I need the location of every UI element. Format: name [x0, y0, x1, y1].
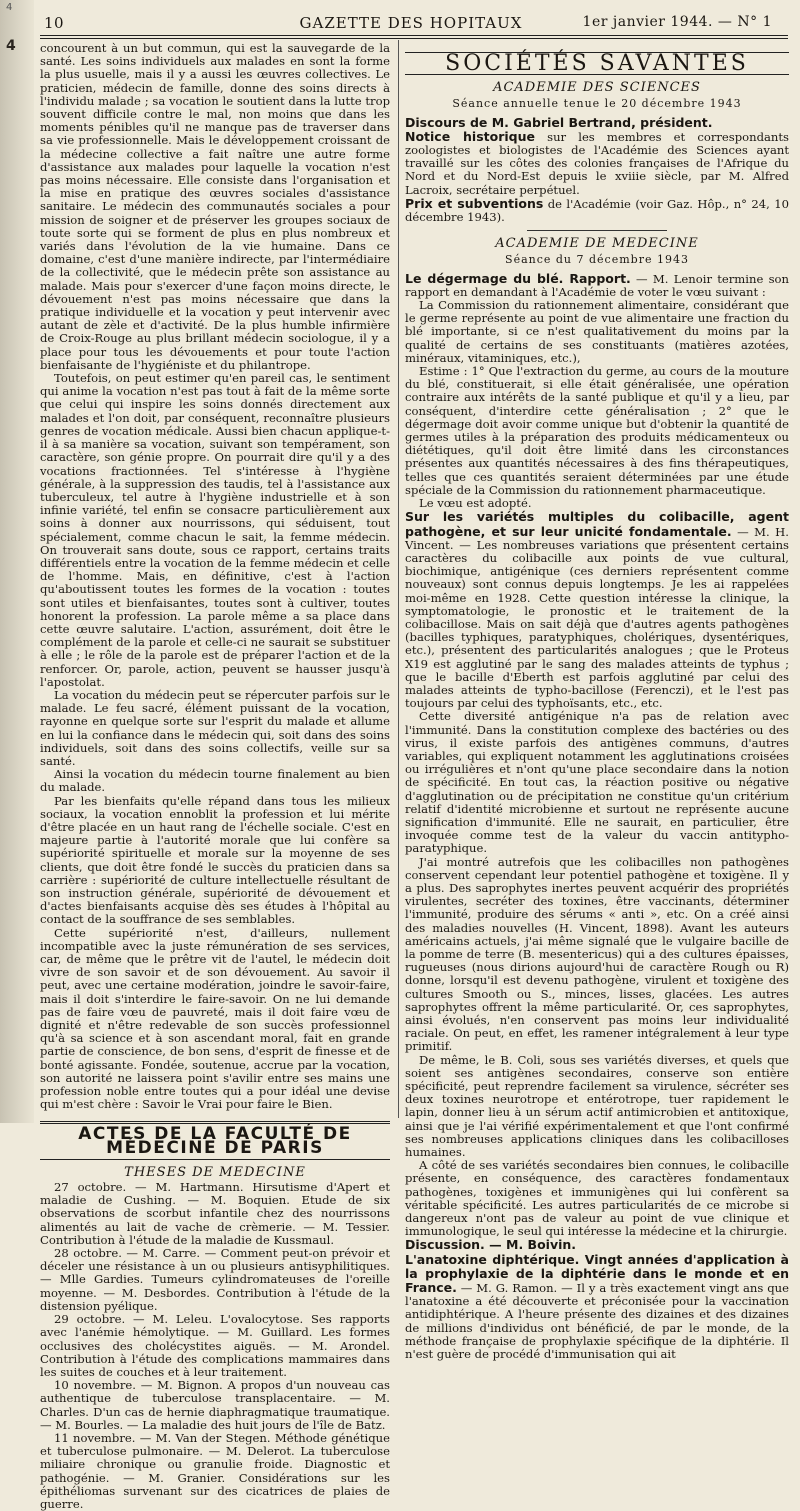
page-header: [36, 6, 786, 34]
anatoxine: [405, 1253, 789, 1362]
degermage: [405, 272, 789, 299]
notice: [405, 130, 789, 197]
seance-medecine: Séance du 7 décembre 1943: [505, 253, 689, 267]
article-paragraph: Cette supériorité n'est, d'ailleurs, nullement incompatible avec la juste rémunération de ses services, car, de même que le prêtre vit de l'autel, le médecin doit vivre de son savoir et de son dévouement. Au savoir il peut, avec une certaine modération, joindre le savoir-faire, mais il doit s'interdire le faire-savoir. On ne lui demande pas de faire vœu de pauvreté, mais il doit faire vœu de dignité et n'être redevable de son succès professionnel qu'à sa science et à son ascendant moral, fait en grande partie de conscience, de bon sens, d'esprit de finesse et de bonté agissante. Fondée, soutenue, accrue par la vocation, son autorité ne laissera point s'avilir entre ses mains une profession noble entre toutes qui a pour idéal une devise qui m'est chère : Savoir le Vrai pour faire le Bien.: [40, 925, 390, 1112]
issue-date: 1er janvier 1944. — N° 1: [582, 14, 772, 30]
thesis-entry: 29 octobre. — M. Leleu. L'ovalocytose. Ses rapports avec l'anémie hémolytique. — M. Guillard. Les formes occlusives des cholécystites aiguës. — M. Arondel. Contribution à l'étude des complications mammaires dans les suites de couches et à leur traitement.: [40, 1312, 390, 1379]
article-paragraph: De même, le B. Coli, sous ses variétés diverses, et quels que soient ses antigènes secondaires, conserve son entière spécificité, peut reprendre facilement sa virulence, sécréter ses deux toxines neurotrope et entérotrope, tuer rapidement le lapin, donner lieu à un sérum actif antimicrobien et antitoxique, ainsi que je l'ai vérifié expérimentalement et que l'ont confirmé ses nombreuses applications cliniques dans les colibacilloses humaines.: [405, 1052, 789, 1160]
article-paragraph: Le vœu est adopté.: [419, 496, 532, 511]
right-column: [405, 42, 789, 1362]
prix: [405, 197, 789, 224]
anatoxine-text: — M. G. Ramon. — Il y a très exactement vingt ans que l'anatoxine a été découverte et préconisée pour la vaccination antidiphtérique. A l'heure présente des dizaines et des dizaines de millions d'individus ont bénéficié, de par le monde, de la méthode française de prophylaxie spécifique de la diphtérie. Il n'est guère de procédé d'immunisation qui ait: [405, 1281, 789, 1362]
article-paragraph: La Commission du rationnement alimentaire, considérant que le germe représente au point de vue alimentaire une fraction du blé importante, si ce n'est qualitativement du moins par la qualité de certains de ses constituants (matières azotées, minéraux, vitaminiques, etc.),: [405, 298, 789, 365]
article-paragraph: J'ai montré autrefois que les colibacilles non pathogènes conservent cependant leur potentiel pathogène et toxigène. Il y a plus. Des saprophytes inertes peuvent acquérir des propriétés virulentes, secréter des toxines, être vaccinants, déterminer l'immunité, produire des sérums « anti », etc. On a créé ainsi des maladies nouvelles (H. Vincent, 1898). Avant les auteurs américains actuels, j'ai même signalé que le vulgaire bacille de la pomme de terre (B. mesentericus) qui a des cultures épaisses, rugueuses (nous dirions aujourd'hui de caractère Rough ou R) donne, lorsqu'il est devenu pathogène, virulent et toxigène des cultures Smooth ou S., minces, lisses, glacées. Les autres saprophytes offrent la même particularité. Or, ces saprophytes, ainsi évolués, n'en conservent pas moins leur individualité raciale. On peut, en effet, les ramener intégralement à leur type primitif.: [405, 854, 789, 1054]
strip-marker-top: 4: [6, 2, 13, 13]
section-rule: [527, 230, 667, 231]
binding-strip: [0, 0, 34, 1123]
faculty-banner: ACTES DE LA FACULTÉ DE MÉDECINE DE PARIS: [40, 1121, 390, 1159]
publication-title: GAZETTE DES HOPITAUX: [299, 14, 523, 32]
article-paragraph: Toutefois, on peut estimer qu'en pareil cas, le sentiment qui anime la vocation n'est pas tout à fait de la même sorte que celui qui inspire les soins donnés directement aux malades et l'on doit, par conséquent, reconnaître plusieurs genres de vocation médicale. Aussi bien chacun applique-t-il à sa manière sa vocation, suivant son tempérament, son caractère, son génie propre. On pourrait dire qu'il y a des vocations fractionnées. Tel s'intéresse à l'hygiène générale, à la suppression des taudis, tel à l'assistance aux tuberculeux, tel autre à l'hygiène industrielle et à son infinie variété, tel enfin se consacre particulièrement aux soins à donner aux nourrissons, qui séduisent, tout spécialement, comme chacun le sait, la femme médecin. On trouverait sans doute, sous ce rapport, certains traits différentiels entre la vocation de la femme médecin et celle de l'homme. Mais, en définitive, c'est à l'action qu'aboutissent toutes les formes de la vocation : toutes sont utiles et bienfaisantes, toutes sont à cultiver, toutes honorent la profession. La parole même a sa place dans cette œuvre salutaire. L'action, assurément, doit être le complément de la parole et celle-ci ne saurait se substituer à elle ; le rôle de la parole est de préparer l'action et de la renforcer. Or, parole, action, peuvent se hausser jusqu'à l'apostolat.: [40, 371, 390, 689]
theses-heading: THESES DE MEDECINE: [124, 1164, 306, 1180]
header-rule: [40, 35, 788, 36]
prix-text: de l'Académie (voir Gaz. Hôp., n° 24, 10 décembre 1943).: [405, 196, 789, 225]
article-paragraph: Estime : 1° Que l'extraction du germe, au cours de la mouture du blé, constituerait, si elle était généralisée, une opération contraire aux intérêts de la santé publique et qu'il y a lieu, par conséquent, d'interdire cette généralisation ; 2° que le dégermage doit avoir comme unique but d'obtenir la quantité de germes utiles à la préparation des produits médicamenteux ou diététiques, qu'il doit être limité dans les circonstances présentes aux quantités nécessaires à des fins thérapeutiques, telles que ces quantités seraient déterminées par une étude spéciale de la Commission du rationnement pharmaceutique.: [405, 364, 789, 497]
thesis-entry: 11 novembre. — M. Van der Stegen. Méthode génétique et tuberculose pulmonaire. — M. Delerot. La tuberculose miliaire chronique ou granulie froide. Diagnostic et pathogénie. — M. Granier. Considérations sur les épithéliomas survenant sur des cicatrices de plaies de guerre.: [40, 1430, 390, 1511]
header-rule-2: [40, 38, 788, 39]
column-divider: [398, 40, 399, 1118]
discussion-title: Discussion. — M. Boivin.: [405, 1237, 577, 1253]
thesis-entry: 27 octobre. — M. Hartmann. Hirsutisme d'Apert et maladie de Cushing. — M. Boquien. Etude de six observations de scorbut infantile chez des nourrissons alimentés au lait de vache de crèmerie. — M. Tessier. Contribution à l'étude de la maladie de Kussmaul.: [40, 1180, 390, 1247]
discussion: [405, 1238, 789, 1252]
degermage-text: — M. Lenoir termine son rapport en demandant à l'Académie de voter le vœu suivant :: [405, 271, 789, 299]
article-paragraph: Par les bienfaits qu'elle répand dans tous les milieux sociaux, la vocation ennoblit la profession et lui mérite d'être placée en un haut rang de l'échelle sociale. C'est en majeure partie à l'autorité morale que lui confère sa supériorité spirituelle et morale sur la moyenne de ses clients, que doit être fondé le succès du praticien dans sa carrière : supériorité de culture intellectuelle résultant de son instruction générale, supériorité de dévouement et d'actes bienfaisants acquise dès ses études à l'hôpital au contact de la souffrance de ses semblables.: [40, 793, 390, 927]
notice-text: sur les membres et correspondants zoologistes et biologistes de l'Académie des Sciences ayant travaillé sur les côtes des colonies françaises de l'Afrique du Nord et du Nord-Est depuis le xviiie siècle, par M. Alfred Lacroix, secrétaire perpétuel.: [405, 129, 789, 197]
degermage-title: Le dégermage du blé. Rapport.: [405, 270, 631, 286]
article-paragraph: Ainsi la vocation du médecin tourne finalement au bien du malade.: [40, 767, 390, 795]
discours: [405, 116, 789, 130]
page-number: 10: [44, 14, 65, 32]
article-paragraph: concourent à un but commun, qui est la sauvegarde de la santé. Les soins individuels aux malades en sont la forme la plus usuelle, mais il y a aussi les œuvres collectives. Le praticien, médecin de famille, donne des soins directs à l'individu malade ; sa vocation le soutient dans la lutte trop souvent difficile contre le mal, non moins que dans les moments pénibles qu'il ne manque pas de traverser dans sa vie professionnelle. Mais le développement croissant de la médecine collective a fait naître une autre forme d'assistance aux malades pour laquelle la vocation n'est pas moins nécessaire. Elle consiste dans l'organisation et la mise en pratique des œuvres sociales d'assistance sanitaire. Le médecin des communautés sociales a pour mission de soigner et de préserver les groupes sociaux de toute sorte qui se forment de plus en plus nombreux et variés dans l'évolution de la vie humaine. Dans ce domaine, c'est d'une manière indirecte, par l'intermédiaire de la collectivité, que le médecin prête son assistance au malade. Mais pour s'exercer d'une façon moins directe, le dévouement n'est pas moins nécessaire que dans la pratique individuelle et la vocation y peut intervenir avec autant de zèle et d'activité. De la plus humble infirmière de Croix-Rouge au plus brillant médecin sociologue, il y a place pour tous les dévouements et pour toute l'action bienfaisante de l'hygiéniste et du philantrope.: [40, 41, 390, 372]
article-paragraph: Cette diversité antigénique n'a pas de relation avec l'immunité. Dans la constitution complexe des bactéries ou des virus, il existe parfois des antigènes communs, d'autres variables, qui expliquent notamment les agglutinations croisées ou irrégulières et n'ont qu'une place secondaire dans la notion de spécificité. En tout cas, la réaction positive ou négative d'agglutination ou de précipitation ne constitue qu'un critérium relatif d'identité microbienne et surtout ne représente aucune signification d'immunité. Elle ne saurait, en particulier, être invoquée comme test de la valeur du vaccin antitypho-paratyphique.: [405, 709, 789, 856]
societies-banner: SOCIÉTÉS SAVANTES: [405, 52, 789, 75]
academy-sciences-heading: ACADEMIE DES SCIENCES: [493, 80, 701, 96]
varietes: [405, 510, 789, 710]
thesis-entry: 28 octobre. — M. Carre. — Comment peut-on prévoir et déceler une résistance à un ou plusieurs antisyphilitiques. — Mlle Gardies. Tumeurs cylindromateuses de l'oreille moyenne. — M. Desbordes. Contribution à l'étude de la distension pyélique.: [40, 1246, 390, 1313]
strip-marker: 4: [6, 38, 16, 54]
prix-title: Prix et subventions: [405, 195, 544, 211]
varietes-title: Sur les variétés multiples du colibacille, agent pathogène, et sur leur unicité fondamentale.: [405, 509, 789, 539]
left-column: [40, 41, 390, 1511]
discours-title: Discours de M. Gabriel Bertrand, président.: [405, 114, 713, 130]
notice-title: Notice historique: [405, 128, 535, 144]
thesis-entry: 10 novembre. — M. Bignon. A propos d'un nouveau cas authentique de tuberculose transplacentaire. — M. Charles. D'un cas de hernie diaphragmatique traumatique. — M. Bourles. — La maladie des huit jours de l'île de Batz.: [40, 1378, 390, 1432]
article-paragraph: A côté de ses variétés secondaires bien connues, le colibacille présente, en conséquence, des caractères fondamentaux pathogènes, toxigènes et immunigènes qui lui confèrent sa véritable spécificité. Les autres particularités de ce microbe si dangereux n'ont pas de valeur au point de vue clinique et immunologique, le seul qui intéresse la médecine et la chirurgie.: [405, 1158, 789, 1239]
anatoxine-title: L'anatoxine diphtérique. Vingt années d'application à la prophylaxie de la diphtérie dans le monde et en France.: [405, 1251, 789, 1296]
seance-sciences: Séance annuelle tenue le 20 décembre 1943: [452, 97, 742, 111]
varietes-text: — M. H. Vincent. — Les nombreuses variations que présentent certains caractères du colibacille aux points de vue cultural, biochimique, antigénique (ces derniers représentent comme nouveaux) sont connus depuis longtemps. Je les ai rappelées moi-même en 1928. Cette question intéresse la clinique, la symptomatologie, le pronostic et le traitement de la colibacillose. Mais on sait déjà que d'autres agents pathogènes (bacilles typhiques, paratyphiques, cholériques, dysentériques, etc.), présentent des particularités analogues ; que le Proteus X19 est agglutiné par le sang des malades atteints de typhus ; que le bacille d'Eberth est parfois agglutiné par celui des malades atteints de typho-bacillose (Ferenczi), et le l'est pas toujours par celui des typhoïsants, etc., etc.: [405, 524, 789, 711]
academy-medecine-heading: ACADEMIE DE MEDECINE: [495, 236, 699, 252]
article-paragraph: La vocation du médecin peut se répercuter parfois sur le malade. Le feu sacré, élément puissant de la vocation, rayonne en quelque sorte sur l'esprit du malade et allume en lui la confiance dans le médecin qui, soit dans des soins individuels, soit dans des soins collectifs, veille sur sa santé.: [40, 687, 390, 768]
